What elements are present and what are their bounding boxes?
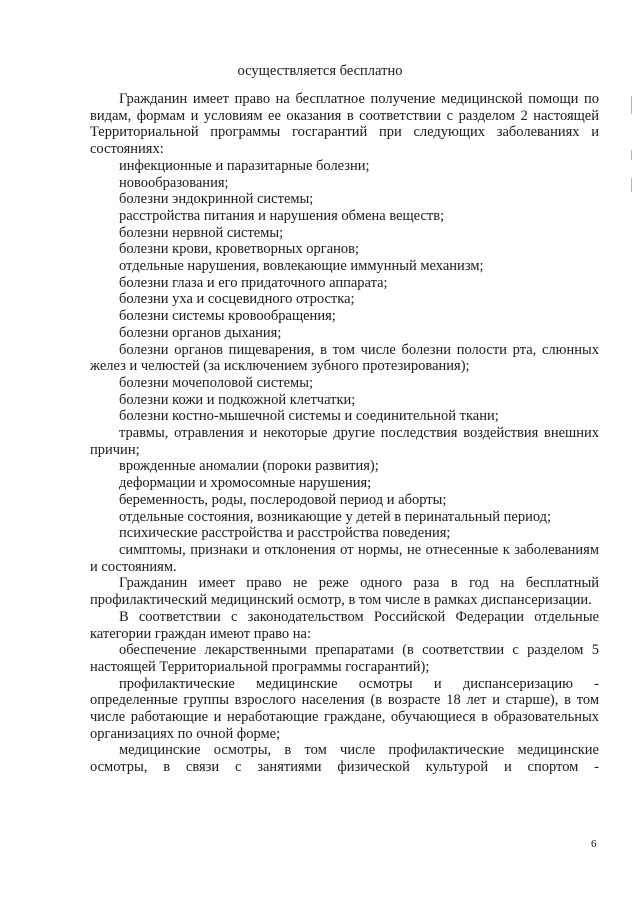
list-item: симптомы, признаки и отклонения от нормы, не отнесенные к заболеваниям и состояниям.	[90, 541, 599, 575]
list-item: деформации и хромосомные нарушения;	[119, 475, 372, 492]
prof-exams-paragraph: профилактические медицинские осмотры и диспансеризацию - определенные группы взрослого населения (в возрасте 18 лет и старше), в том числе работающие и неработающие граждане, обучающиеся в образовательных организациях по очной форме;	[90, 675, 599, 742]
list-item: болезни костно-мышечной системы и соединительной ткани;	[119, 408, 499, 425]
medical-exams-paragraph: медицинские осмотры, в том числе профилактические медицинские осмотры, в связи с занятиями физической культурой и спортом -	[90, 742, 599, 776]
document-body	[90, 91, 599, 776]
list-item: болезни нервной системы;	[119, 224, 284, 241]
list-item: болезни крови, кроветворных органов;	[119, 241, 360, 258]
list-item: врожденные аномалии (пороки развития);	[119, 458, 379, 475]
list-item: отдельные состояния, возникающие у детей в перинатальный период;	[119, 508, 552, 525]
list-item: болезни органов пищеварения, в том числе болезни полости рта, слюнных желез и челюстей (за исключением зубного протезирования);	[90, 341, 599, 375]
list-item: расстройства питания и нарушения обмена веществ;	[119, 207, 445, 224]
list-item: болезни эндокринной системы;	[119, 191, 314, 208]
list-item: болезни системы кровообращения;	[119, 308, 336, 325]
list-item: отдельные нарушения, вовлекающие иммунный механизм;	[119, 258, 484, 275]
law-intro-paragraph: В соответствии с законодательством Российской Федерации отдельные категории граждан имеют право на:	[90, 608, 599, 642]
scan-edge-mark	[631, 178, 632, 192]
checkup-paragraph: Гражданин имеет право не реже одного раза в год на бесплатный профилактический медицинский осмотр, в том числе в рамках диспансеризации.	[90, 575, 599, 609]
list-item: беременность, роды, послеродовой период и аборты;	[119, 491, 447, 508]
list-item: психические расстройства и расстройства поведения;	[119, 525, 451, 542]
list-item: новообразования;	[119, 174, 229, 191]
page-heading: осуществляется бесплатно	[237, 63, 403, 79]
intro-paragraph: Гражданин имеет право на бесплатное получение медицинской помощи по видам, формам и условиям ее оказания в соответствии с разделом 2 настоящей Территориальной программы госгарантий при следующих заболеваниях и состояниях:	[90, 91, 599, 158]
drugs-paragraph: обеспечение лекарственными препаратами (в соответствии с разделом 5 настоящей Территориальной программы госгарантий);	[90, 642, 599, 675]
scan-edge-mark	[631, 96, 632, 114]
list-item: болезни мочеполовой системы;	[119, 374, 313, 391]
list-item: болезни глаза и его придаточного аппарата;	[119, 274, 388, 291]
list-item: болезни органов дыхания;	[119, 324, 282, 341]
page-number: 6	[591, 838, 597, 850]
list-item: травмы, отравления и некоторые другие последствия воздействия внешних причин;	[90, 425, 599, 458]
conditions-list	[90, 158, 599, 576]
list-item: болезни уха и сосцевидного отростка;	[119, 291, 355, 308]
scan-edge-mark	[631, 150, 632, 160]
list-item: болезни кожи и подкожной клетчатки;	[119, 391, 356, 408]
list-item: инфекционные и паразитарные болезни;	[119, 157, 370, 174]
